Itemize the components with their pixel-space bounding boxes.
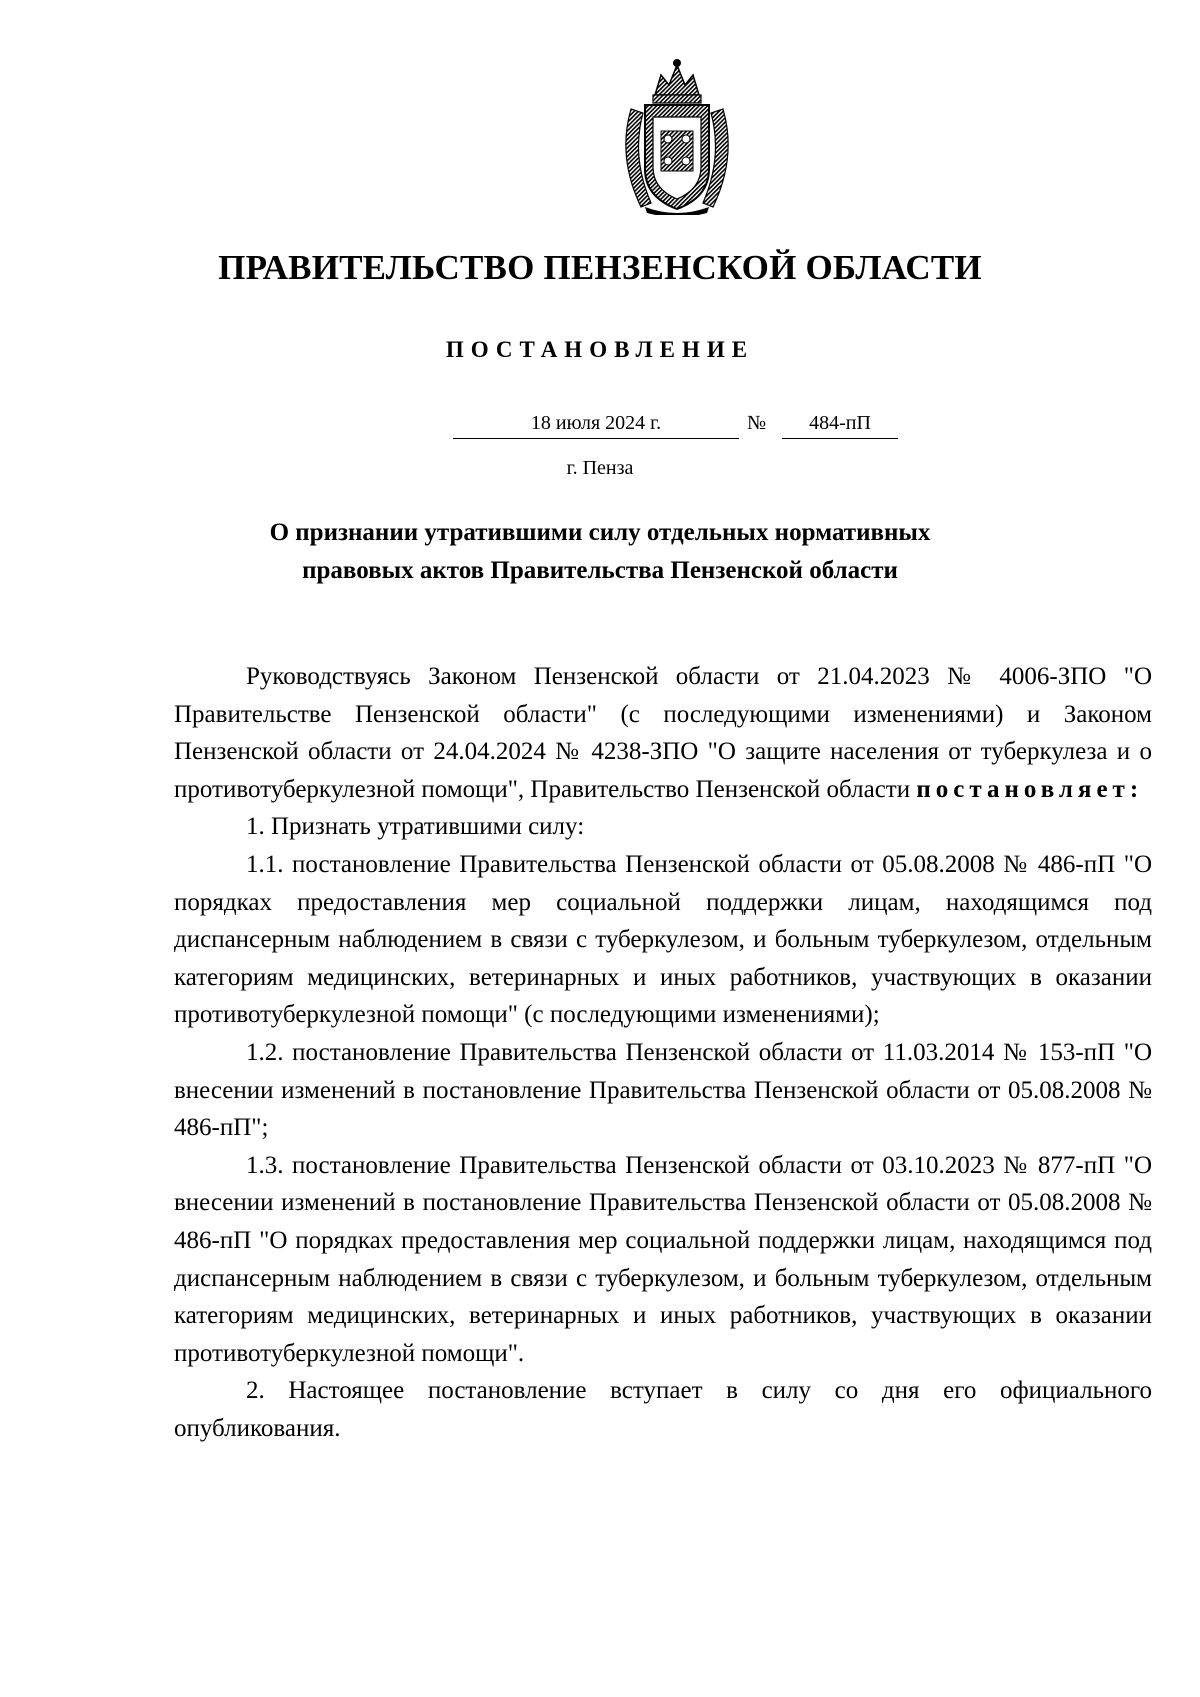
preamble-text: Руководствуясь Законом Пензенской области от 21.04.2023 № 4006-ЗПО "О Правительстве Пензенской области" (с последующими изменениями) и Законом Пензенской области от 24.04.2024 № 4238-ЗПО "О защите населения от туберкулеза и о противотуберкулезной помощи", Правительство Пензенской области [174,663,1152,803]
number-sign: № [747,412,767,434]
item-2: 2. Настоящее постановление вступает в силу со дня его официального опубликования. [174,1377,1152,1442]
decree-date: 18 июля 2024 г. [453,412,739,439]
subject-line-2: правовых актов Правительства Пензенской области [302,557,898,584]
item-1: 1. Признать утратившими силу: [246,813,585,841]
item-1-2: 1.2. постановление Правительства Пензенской области от 11.03.2014 № 153-пП "О внесении изменений в постановление Правительства Пензенской области от 05.08.2008 № 486-пП"; [174,1038,1152,1142]
document-type-title: ПОСТАНОВЛЕНИЕ [445,337,755,362]
city-name: г. Пенза [566,457,634,479]
preamble-paragraph [174,658,1152,808]
decree-number: 484-пП [782,412,898,439]
item-1-3: 1.3. постановление Правительства Пензенской области от 03.10.2023 № 877-пП "О внесении изменений в постановление Правительства Пензенской области от 05.08.2008 № 486-пП "О порядках предоставления мер социальной поддержки лицам, находящимся под диспансерным наблюдением в связи с туберкулезом, и больным туберкулезом, отдельным категориям медицинских, ветеринарных и иных работников, участвующих в оказании противотуберкулезной помощи". [174,1151,1152,1367]
penza-region-coat-of-arms-icon [611,57,743,215]
decree-subject [0,514,1200,590]
item-1-1: 1.1. постановление Правительства Пензенской области от 05.08.2008 № 486-пП "О порядках предоставления мер социальной поддержки лицам, находящимся под диспансерным наблюдением в связи с туберкулезом, и больным туберкулезом, отдельным категориям медицинских, ветеринарных и иных работников, участвующих в оказании противотуберкулезной помощи" (с последующими изменениями); [174,850,1152,1029]
resolves-keyword: постановляет: [916,775,1144,803]
subject-line-1: О признании утратившими силу отдельных нормативных [269,519,931,546]
decree-body [174,658,1152,1447]
government-title: ПРАВИТЕЛЬСТВО ПЕНЗЕНСКОЙ ОБЛАСТИ [218,248,982,287]
